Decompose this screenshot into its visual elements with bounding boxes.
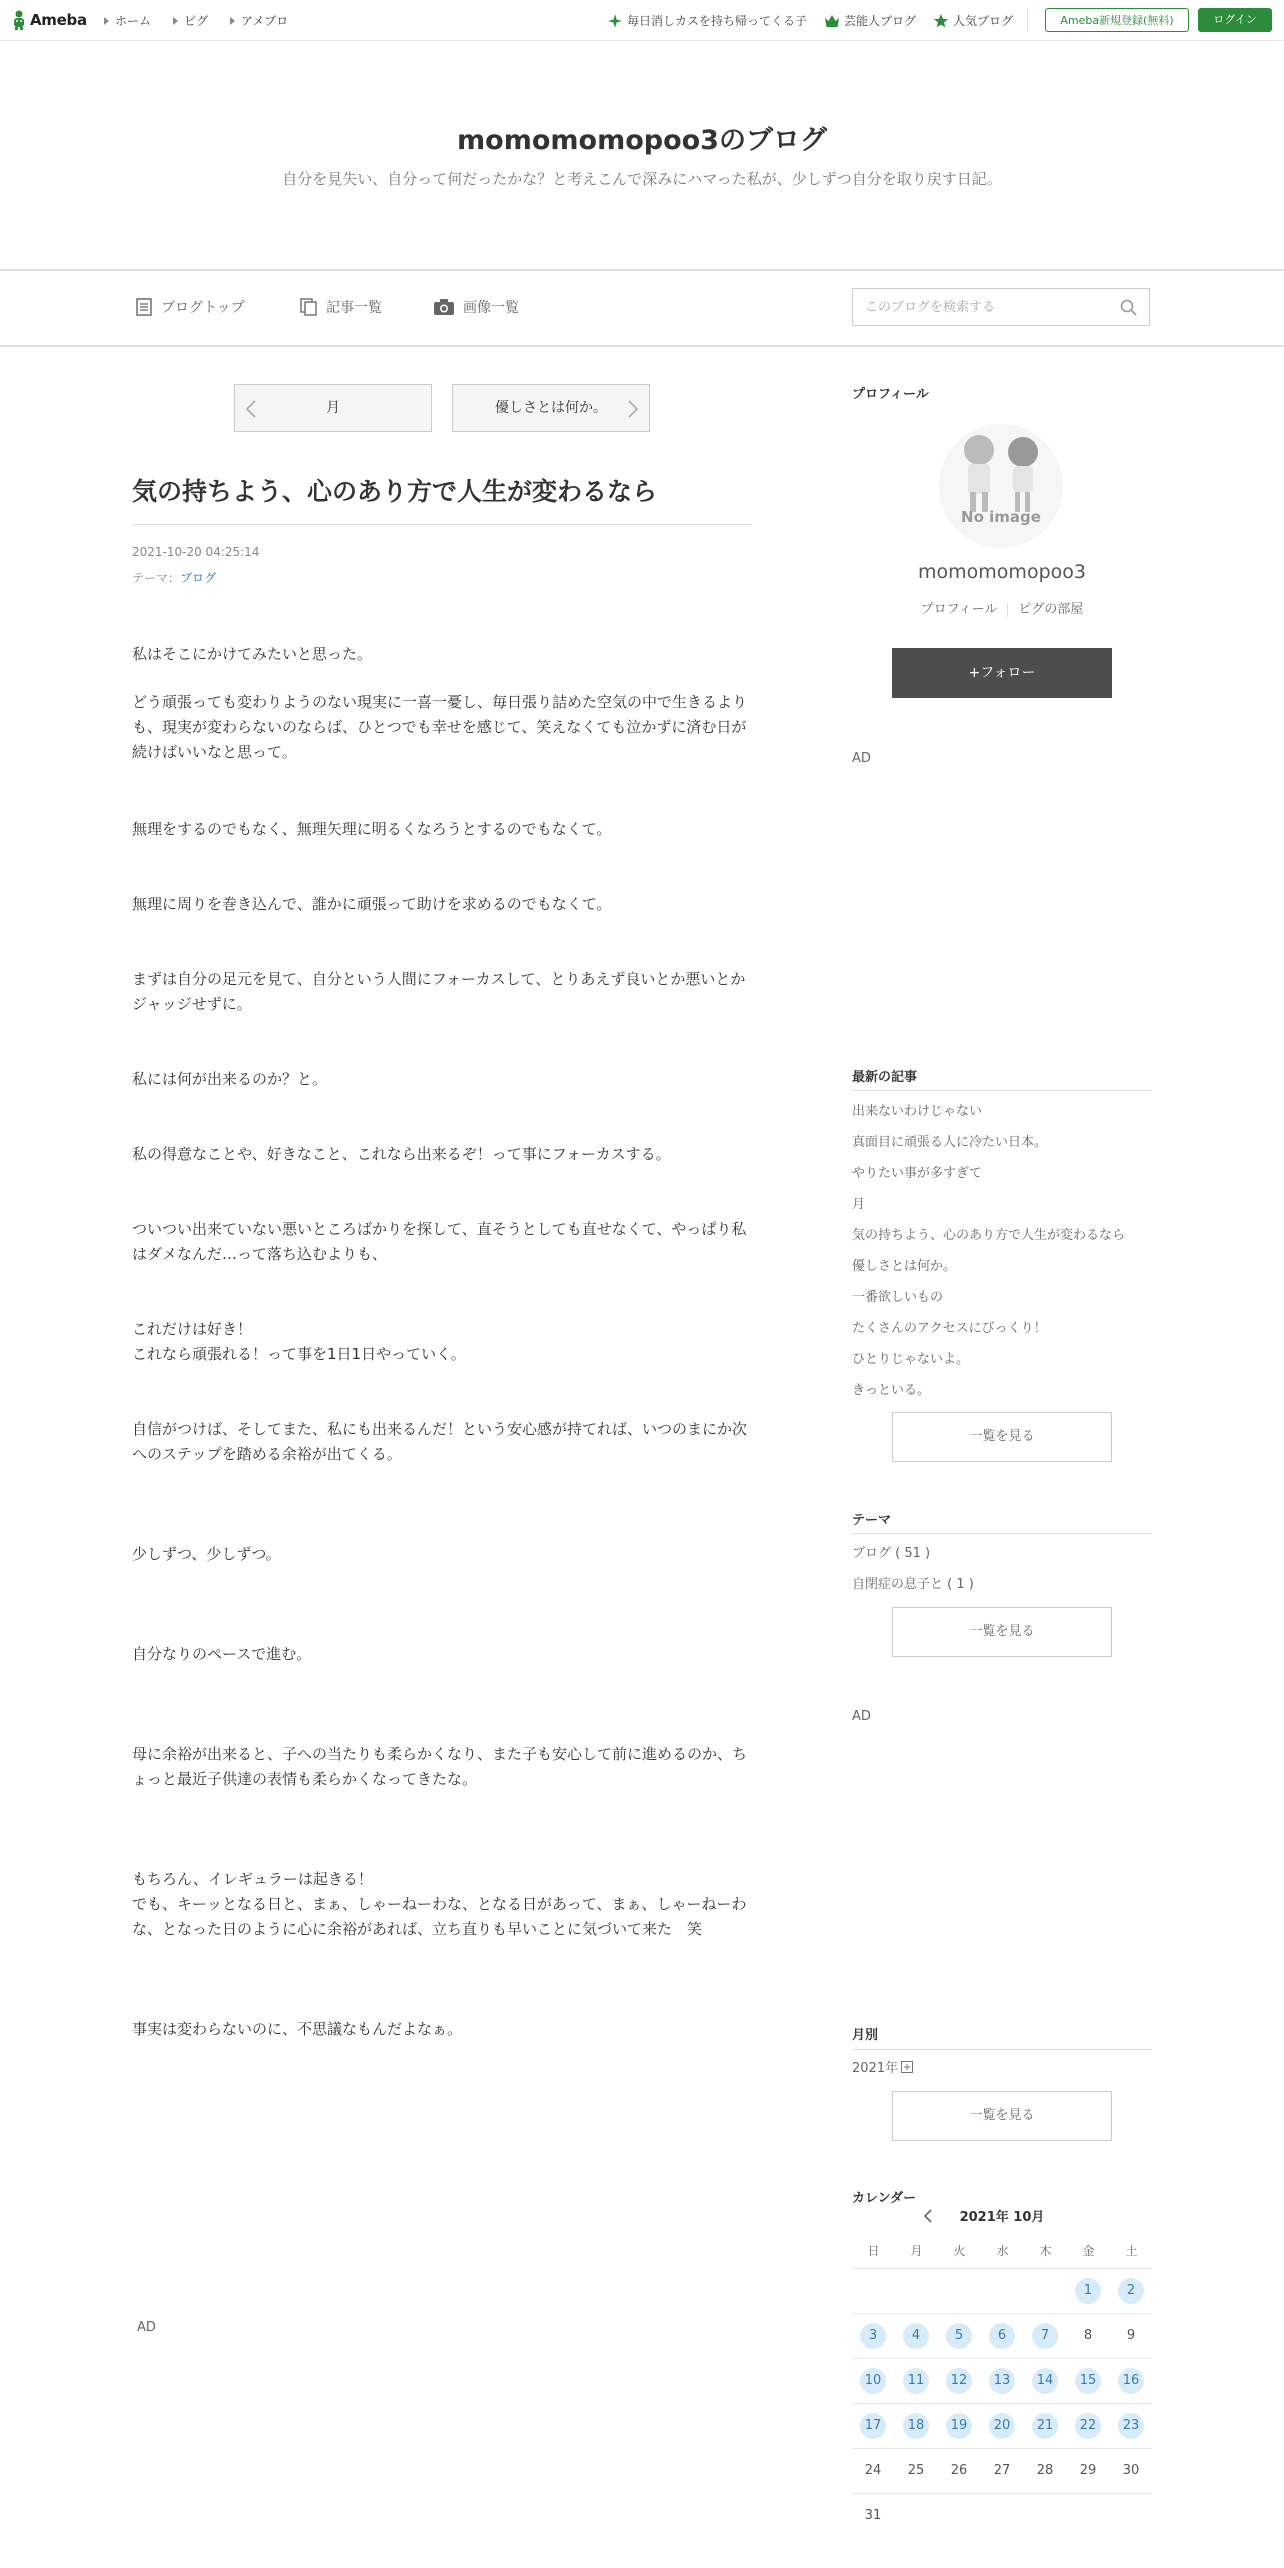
list-item[interactable]: ひとりじゃないよ。: [852, 1352, 970, 1367]
list-item[interactable]: 優しさとは何か。: [852, 1259, 957, 1274]
nav-home[interactable]: [104, 12, 151, 29]
global-nav: [104, 12, 288, 29]
theme-link[interactable]: ブログ: [180, 571, 217, 585]
nav-blog-top-label: ブログトップ: [161, 300, 245, 316]
expand-plus-icon: [901, 2061, 913, 2073]
article-paragraph: もちろん、イレギュラーは起きる！: [132, 1870, 373, 1888]
link-separator: [1007, 603, 1008, 617]
calendar-day: 29: [1079, 2463, 1097, 2478]
calendar-day: 28: [1036, 2463, 1054, 2478]
search-input[interactable]: [853, 289, 1105, 325]
theme-prefix: テーマ：: [132, 571, 181, 585]
calendar-day[interactable]: 17: [860, 2413, 886, 2439]
monthly-more-button[interactable]: 一覧を見る: [892, 2091, 1112, 2141]
calendar-row-line: [852, 2358, 1152, 2359]
chevron-left-icon: [245, 400, 257, 418]
calendar-day[interactable]: 15: [1075, 2368, 1101, 2394]
profile-heading: プロフィール: [852, 387, 929, 402]
weekday-label: 月: [910, 2244, 923, 2258]
nav-blog-top[interactable]: [136, 297, 245, 317]
weekday-label: 水: [996, 2244, 1009, 2258]
article-paragraph: 自分なりのペースで進む。: [132, 1645, 312, 1663]
avatar-illustration-icon: [939, 424, 1063, 548]
list-item[interactable]: 一番欲しいもの: [852, 1290, 944, 1305]
popular-blog-link[interactable]: [934, 12, 1013, 29]
profile-links: [852, 598, 1152, 617]
global-header: [0, 0, 1284, 41]
chevron-right-icon: [627, 400, 639, 418]
next-article-label: 優しさとは何か。: [495, 400, 607, 416]
triangle-icon: [104, 17, 109, 25]
calendar-row-line: [852, 2493, 1152, 2494]
article-paragraph: これなら頑張れる！って事を1日1日やっていく。: [132, 1345, 466, 1363]
calendar-day[interactable]: 12: [946, 2368, 972, 2394]
list-item[interactable]: きっといる。: [852, 1383, 931, 1398]
search-icon[interactable]: [1120, 299, 1137, 316]
sparkle-icon: [608, 14, 622, 28]
nav-image-list-label: 画像一覧: [463, 300, 519, 316]
article-paragraph: 私はそこにかけてみたいと思った。: [132, 645, 373, 663]
blog-nav: [0, 269, 1284, 347]
popular-blog-label: 人気ブログ: [953, 14, 1014, 28]
next-article-button[interactable]: [452, 384, 650, 432]
monthly-heading: 月別: [852, 2028, 879, 2043]
prev-article-label: 月: [326, 400, 340, 416]
year-toggle[interactable]: [852, 2057, 913, 2076]
calendar-day: 27: [993, 2463, 1011, 2478]
year-label: 2021年: [852, 2061, 899, 2076]
star-icon: [934, 14, 948, 28]
avatar-placeholder-text: No image: [961, 508, 1041, 526]
blog-title[interactable]: momomomopoo3のブログ: [457, 125, 827, 156]
article-paragraph: 私の得意なことや、好きなこと、これなら出来るぞ！って事にフォーカスする。: [132, 1145, 671, 1163]
blog-description: 自分を見失い、自分って何だったかな？と考えこんで深みにハマった私が、少しずつ自分を取り戻す日記。: [282, 170, 1002, 188]
calendar-day: 24: [864, 2463, 882, 2478]
article-ad-label: AD: [137, 2320, 156, 2335]
weekday-label: 日: [867, 2244, 880, 2258]
celebrity-blog-link[interactable]: [825, 12, 916, 29]
list-item[interactable]: ブログ ( 51 ): [852, 1546, 931, 1561]
profile-link[interactable]: プロフィール: [920, 602, 998, 617]
calendar-day[interactable]: 20: [989, 2413, 1015, 2439]
article-date: 2021-10-20 04:25:14: [132, 545, 260, 559]
nav-pigg[interactable]: [173, 12, 208, 29]
list-item[interactable]: 出来ないわけじゃない: [852, 1104, 983, 1119]
title-divider: [132, 524, 752, 525]
latest-more-button[interactable]: 一覧を見る: [892, 1412, 1112, 1462]
register-button[interactable]: Ameba新規登録(無料): [1045, 8, 1189, 32]
weekday-label: 土: [1125, 2244, 1138, 2258]
article-paragraph: 少しずつ、少しずつ。: [132, 1545, 281, 1563]
list-item[interactable]: たくさんのアクセスにびっくり！: [852, 1321, 1047, 1336]
article-title[interactable]: 気の持ちよう、心のあり方で人生が変わるなら: [132, 477, 658, 506]
ameba-logo-icon: [12, 10, 26, 30]
latest-entries-heading: 最新の記事: [852, 1070, 918, 1085]
calendar-day: 8: [1083, 2328, 1093, 2343]
article-paragraph: でも、キーッとなる日と、まぁ、しゃーねーわな、となる日があって、まぁ、しゃーねーわな、となった日のように心に余裕があれば、立ち直りも早いことに気づいて来た 笑: [132, 1895, 747, 1938]
article-paragraph: まずは自分の足元を見て、自分という人間にフォーカスして、とりあえず良いとか悪いとかジャッジせずに。: [132, 970, 746, 1013]
article-paragraph: ついつい出来ていない悪いところばかりを探して、直そうとしても直せなくて、やっぱり私はダメなんだ…って落ち込むよりも、: [132, 1220, 747, 1263]
triangle-icon: [230, 17, 235, 25]
theme-more-button[interactable]: 一覧を見る: [892, 1607, 1112, 1657]
blog-search: [852, 288, 1150, 326]
calendar-day[interactable]: 10: [860, 2368, 886, 2394]
list-item[interactable]: 自閉症の息子と ( 1 ): [852, 1577, 974, 1592]
ameba-logo[interactable]: [12, 10, 87, 30]
article-paragraph: 私には何が出来るのか？と。: [132, 1070, 328, 1088]
weekday-label: 金: [1082, 2244, 1095, 2258]
calendar-day[interactable]: 16: [1118, 2368, 1144, 2394]
trend-link-label: 毎日消しカスを持ち帰ってくる子: [627, 14, 808, 28]
latest-rule: [852, 1090, 1152, 1091]
avatar[interactable]: [939, 424, 1063, 548]
logo-text: Ameba: [30, 11, 87, 29]
calendar-day[interactable]: 7: [1032, 2323, 1058, 2349]
sidebar-ad-label: AD: [852, 751, 871, 766]
calendar-day[interactable]: 11: [903, 2368, 929, 2394]
calendar-day: 25: [907, 2463, 925, 2478]
calendar-row-line: [852, 2448, 1152, 2449]
calendar-day[interactable]: 4: [903, 2323, 929, 2349]
header-divider: [1027, 8, 1028, 32]
copy-icon: [300, 298, 317, 316]
calendar-day[interactable]: 5: [946, 2323, 972, 2349]
prev-article-button[interactable]: [234, 384, 432, 432]
calendar-day: 9: [1126, 2328, 1136, 2343]
calendar-day: 30: [1122, 2463, 1140, 2478]
profile-name[interactable]: momomomopoo3: [918, 561, 1086, 583]
article-paragraph: 母に余裕が出来ると、子への当たりも柔らかくなり、また子も安心して前に進めるのか、ちょっと最近子供達の表情も柔らかくなってきたな。: [132, 1745, 748, 1788]
calendar-month: 2021年 10月: [959, 2210, 1045, 2225]
follow-button[interactable]: +フォロー: [892, 648, 1112, 698]
article-paragraph: 無理に周りを巻き込んで、誰かに頑張って助けを求めるのでもなくて。: [132, 895, 612, 913]
calendar-row-line: [852, 2403, 1152, 2404]
list-item[interactable]: 月: [852, 1197, 866, 1212]
header-right-links: [608, 12, 1013, 29]
calendar-day[interactable]: 18: [903, 2413, 929, 2439]
pig-room-link[interactable]: ピグの部屋: [1018, 602, 1084, 617]
calendar-day[interactable]: 6: [989, 2323, 1015, 2349]
crown-icon: [825, 15, 839, 27]
camera-icon: [434, 299, 454, 315]
calendar-day[interactable]: 3: [860, 2323, 886, 2349]
calendar-row-line: [852, 2268, 1152, 2269]
weekday-label: 木: [1039, 2244, 1052, 2258]
calendar-day[interactable]: 13: [989, 2368, 1015, 2394]
weekday-label: 火: [953, 2244, 966, 2258]
nav-entry-list-label: 記事一覧: [326, 300, 382, 316]
calendar-day[interactable]: 21: [1032, 2413, 1058, 2439]
triangle-icon: [173, 17, 178, 25]
calendar-day[interactable]: 2: [1118, 2278, 1144, 2304]
calendar-day[interactable]: 19: [946, 2413, 972, 2439]
calendar-day[interactable]: 22: [1075, 2413, 1101, 2439]
calendar-row-line: [852, 2313, 1152, 2314]
calendar-day[interactable]: 23: [1118, 2413, 1144, 2439]
sidebar-ad-label-2: AD: [852, 1709, 871, 1724]
article-paragraph: 無理をするのでもなく、無理矢理に明るくなろうとするのでもなくて。: [132, 820, 612, 838]
nav-entry-list[interactable]: [300, 297, 382, 317]
list-item[interactable]: 気の持ちよう、心のあり方で人生が変わるなら: [852, 1228, 1126, 1243]
calendar-day: 31: [864, 2508, 882, 2523]
nav-home-label: ホーム: [115, 14, 152, 28]
article-theme: [132, 569, 216, 586]
theme-heading: テーマ: [852, 1513, 892, 1528]
nav-ameblo-label: アメブロ: [241, 14, 289, 28]
calendar-day[interactable]: 14: [1032, 2368, 1058, 2394]
nav-image-list[interactable]: [434, 297, 519, 317]
calendar-heading: カレンダー: [852, 2191, 917, 2206]
article-paragraph: どう頑張っても変わりようのない現実に一喜一憂し、毎日張り詰めた空気の中で生きるよりも、現実が変わらないのならば、ひとつでも幸せを感じて、笑えなくても泣かずに済む日が続けばいいなと思って。: [132, 693, 748, 761]
monthly-rule: [852, 2049, 1152, 2050]
calendar-day: 26: [950, 2463, 968, 2478]
article-paragraph: 自信がつけば、そしてまた、私にも出来るんだ！という安心感が持てれば、いつのまにか次へのステップを踏める余裕が出てくる。: [132, 1420, 748, 1463]
nav-ameblo[interactable]: [230, 12, 288, 29]
calendar-day[interactable]: 1: [1075, 2278, 1101, 2304]
login-button[interactable]: ログイン: [1198, 8, 1272, 32]
celebrity-blog-label: 芸能人ブログ: [844, 14, 917, 28]
list-item[interactable]: やりたい事が多すぎて: [852, 1166, 983, 1181]
article-paragraph: これだけは好き！: [132, 1320, 253, 1338]
trend-link[interactable]: [608, 12, 807, 29]
list-item[interactable]: 真面目に頑張る人に冷たい日本。: [852, 1135, 1048, 1150]
nav-pigg-label: ピグ: [184, 14, 209, 28]
article-paragraph: 事実は変わらないのに、不思議なもんだよなぁ。: [132, 2020, 463, 2038]
theme-rule: [852, 1533, 1152, 1534]
document-icon: [136, 298, 152, 316]
